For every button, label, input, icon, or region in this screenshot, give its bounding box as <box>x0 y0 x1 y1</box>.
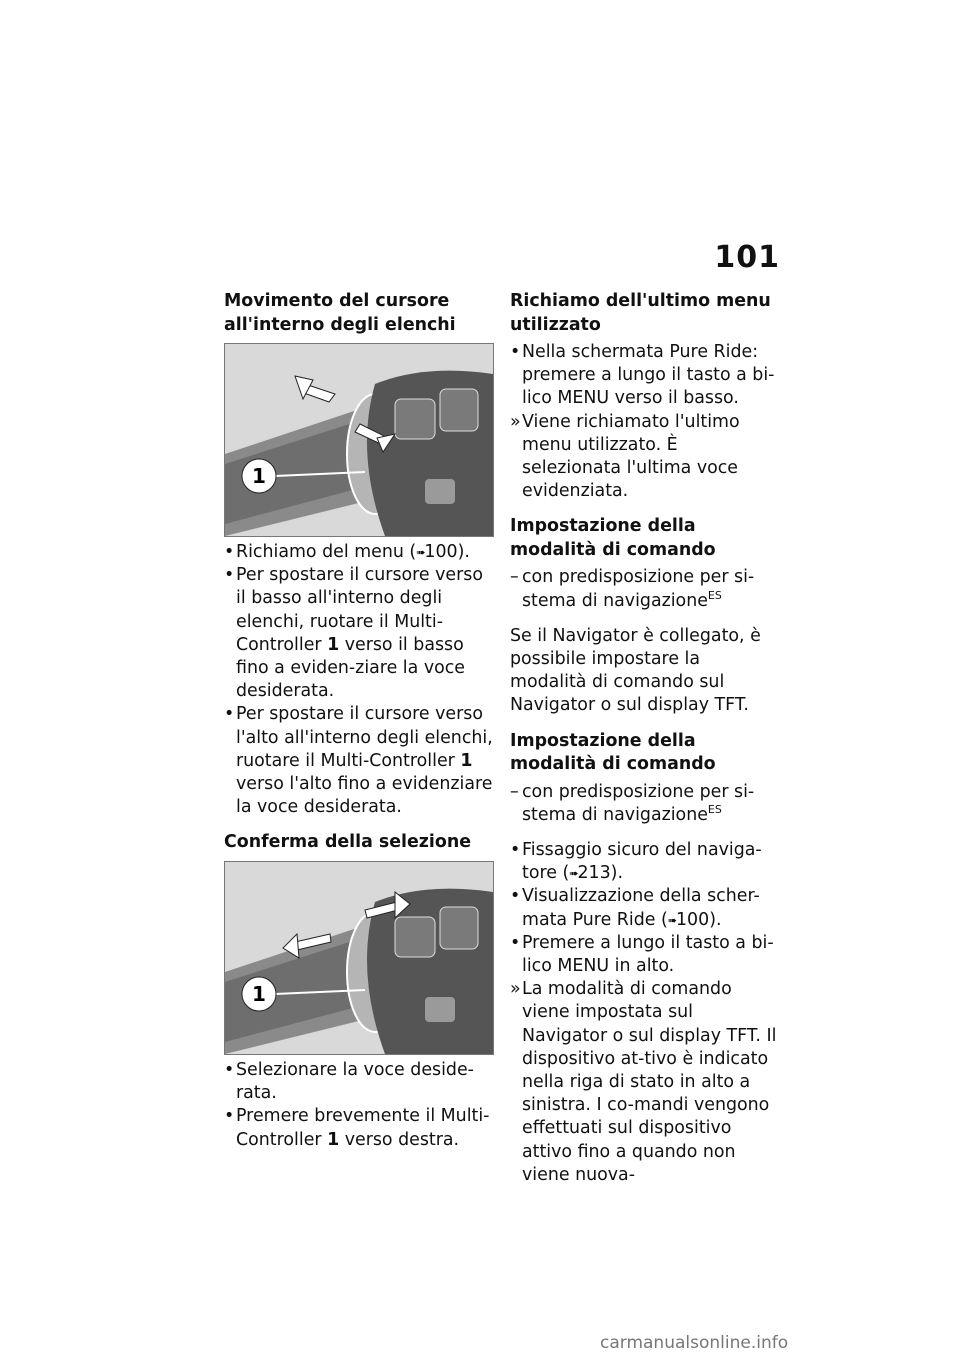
result-item: » Viene richiamato l'ultimo menu utilizzato. È selezionata l'ultima voce evidenziata. <box>510 411 780 504</box>
option-note: – con predisposizione per si-stema di navigazione$^{ES}$ <box>510 781 780 827</box>
result-item: » La modalità di comando viene impostata sul Navigator o sul display TFT. Il dispositivo at-tivo è indicato nella riga di stato in alto a sinistra. I co-mandi vengono effettuati sul dispositivo attivo fino a quando non viene nuova- <box>510 978 780 1187</box>
figure-callout-1: 1 <box>252 464 266 488</box>
page-link[interactable]: 100 <box>675 909 710 930</box>
figure-callout-1: 1 <box>252 981 266 1006</box>
page-reference-arrow-icon: ➠ <box>667 913 676 927</box>
list-item: • Fissaggio sicuro del naviga-tore (➠213). <box>510 839 780 885</box>
paragraph: Se il Navigator è collegato, è possibile impostare la modalità di comando sul Navigator o sul display TFT. <box>510 625 761 716</box>
section-title-control-mode: Impostazione della modalità di comando <box>510 516 716 560</box>
page-reference-arrow-icon: ➠ <box>416 546 425 559</box>
list-item: • Richiamo del menu (➠100). <box>224 541 496 564</box>
list-item: • Per spostare il cursore verso l'alto all'interno degli elenchi, ruotare il Multi-Controller 1 verso l'alto fino a evidenziare la voce desiderata. <box>224 703 496 819</box>
section-title-confirm-selection: Conferma della selezione <box>224 832 472 853</box>
list-item: • Selezionare la voce deside-rata. <box>224 1059 496 1105</box>
list-item: • Premere brevemente il Multi-Controller 1 verso destra. <box>224 1105 496 1151</box>
option-note: – con predisposizione per si-stema di navigazione$^{ES}$ <box>510 566 780 612</box>
section-title-recall-last-menu: Richiamo dell'ultimo menu utilizzato <box>510 291 771 335</box>
figure-multi-controller-push <box>224 861 494 1055</box>
list-item: • Visualizzazione della scher-mata Pure Ride (➠100). <box>510 885 780 931</box>
section-title-cursor-movement: Movimento del cursore all'interno degli elenchi <box>224 291 456 335</box>
watermark: carmanualsonline.info <box>600 1333 789 1353</box>
left-column <box>224 290 496 1152</box>
page-link[interactable]: 100 <box>424 542 458 562</box>
right-column <box>510 290 780 1187</box>
list-item: • Nella schermata Pure Ride: premere a lungo il tasto a bi-lico MENU verso il basso. <box>510 341 780 411</box>
list-item: • Premere a lungo il tasto a bi-lico MENU in alto. <box>510 932 780 978</box>
page-link[interactable]: 213 <box>577 863 611 884</box>
page-number: 101 <box>714 240 780 275</box>
list-item: • Per spostare il cursore verso il basso all'interno degli elenchi, ruotare il Multi-Controller 1 verso il basso fino a eviden-ziare la voce desiderata. <box>224 564 496 703</box>
section-title-control-mode-2: Impostazione della modalità di comando <box>510 730 716 775</box>
figure-multi-controller-rotate <box>224 343 494 537</box>
page-reference-arrow-icon: ➠ <box>569 867 578 881</box>
